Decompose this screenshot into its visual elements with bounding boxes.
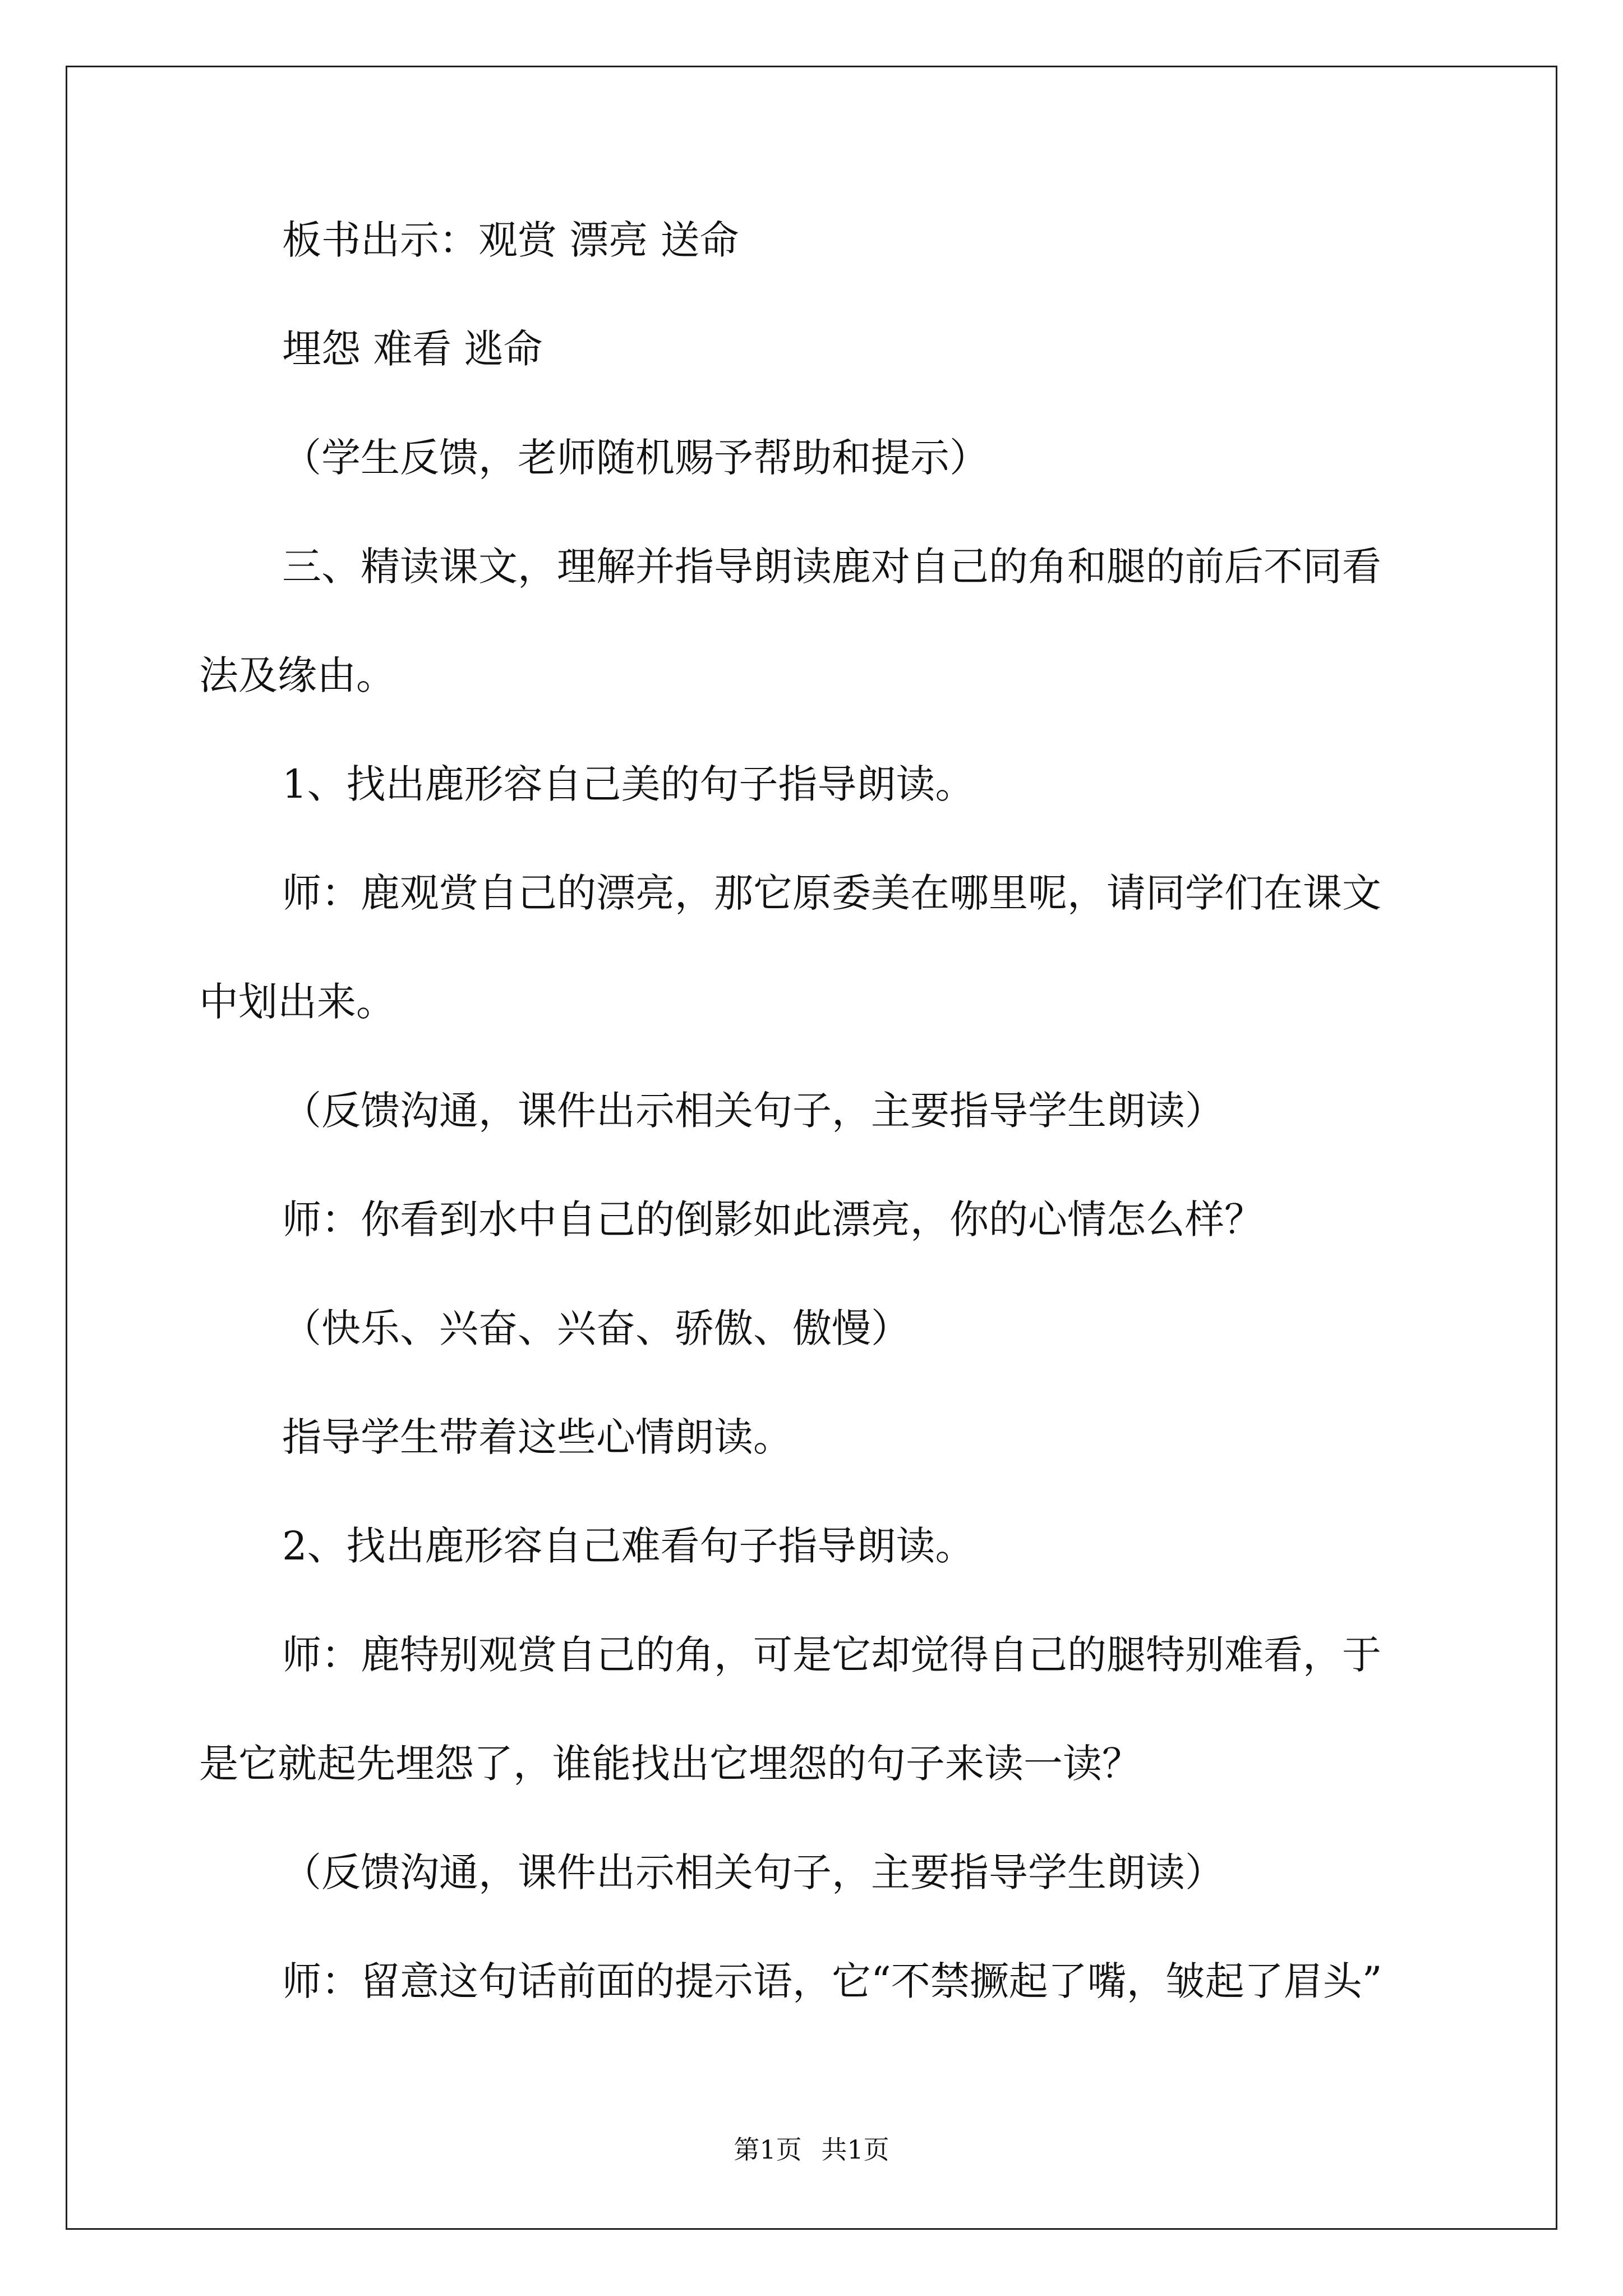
paragraph-4-cont: 法及缘由。 [199,652,395,698]
paragraph-6-cont: 中划出来。 [199,979,395,1025]
paragraph-3: （学生反馈，老师随机赐予帮助和提示） [282,435,989,481]
paragraph-9: （快乐、兴奋、兴奋、骄傲、傲慢） [282,1305,910,1351]
paragraph-4: 三、精读课文，理解并指导朗读鹿对自己的角和腿的前后不同看 [282,544,1381,590]
page-border [66,66,1557,2230]
paragraph-10: 指导学生带着这些心情朗读。 [282,1414,792,1460]
paragraph-6: 师：鹿观赏自己的漂亮，那它原委美在哪里呢，请同学们在课文 [282,870,1381,916]
paragraph-7: （反馈沟通，课件出示相关句子，主要指导学生朗读） [282,1088,1224,1134]
paragraph-5: 1、找出鹿形容自己美的句子指导朗读。 [282,761,975,807]
page-total: 共1页 [821,2134,889,2165]
paragraph-12-cont: 是它就起先埋怨了，谁能找出它埋怨的句子来读一读？ [199,1741,1141,1787]
page-number: 第1页 [734,2134,802,2165]
paragraph-11: 2、找出鹿形容自己难看句子指导朗读。 [282,1523,975,1569]
page-footer [0,2133,1623,2166]
paragraph-8: 师：你看到水中自己的倒影如此漂亮，你的心情怎么样？ [282,1197,1264,1243]
paragraph-1: 板书出示：观赏 漂亮 送命 [282,217,739,263]
paragraph-2: 埋怨 难看 逃命 [282,326,543,372]
paragraph-12: 师：鹿特别观赏自己的角，可是它却觉得自己的腿特别难看，于 [282,1632,1381,1678]
paragraph-14: 师：留意这句话前面的提示语，它“不禁撅起了嘴，皱起了眉头” [282,1958,1382,2004]
paragraph-13: （反馈沟通，课件出示相关句子，主要指导学生朗读） [282,1849,1224,1895]
